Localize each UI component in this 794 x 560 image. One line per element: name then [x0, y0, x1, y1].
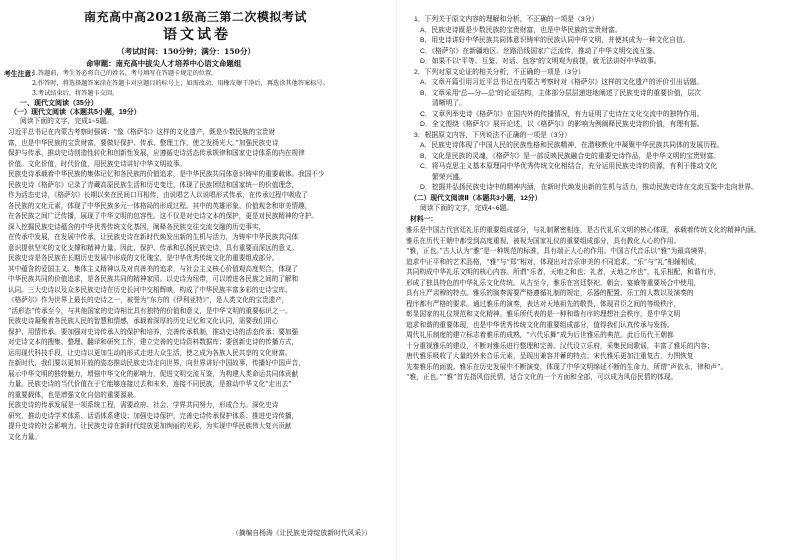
material-line: 程序都有严格的要求。通过雅乐的演奏，表达对天地祖先的敬畏，体现君臣之间的等级秩序，: [406, 299, 681, 308]
material-line: 十分重视雅乐的建设，不断对雅乐进行整理和完善。汉代设立乐府，采集民间歌谣，丰富了雅乐的内容；: [406, 341, 714, 350]
passage-line: 民族史诗是各民族在长期历史发展中形成的文化瑰宝，是中华优秀传统文化的重要组成部分。: [8, 254, 279, 262]
material-line: 雅乐在历代王朝中都受到高度重视，被视为国家礼仪的重要组成部分，具有教化人心的作用。: [406, 236, 681, 245]
question-option: D．如果不以“平等、互鉴、对话、包容”的文明观为前提，就无法讲好中华故事。: [420, 58, 661, 65]
exam-title: 南充高中高2021级高三第二次模拟考试: [84, 10, 307, 24]
passage-line: 意识提供坚实的文化支撑和精神力量。因此，保护、传承和弘扬民族史诗，具有重要而深远的意义。: [8, 243, 299, 252]
section-heading: 材料一：: [410, 215, 438, 223]
material-line: 具有庄严肃穆的特点。雅乐的演奏需要严格遵循礼制的规定，乐器的配置、乐工的人数以及演奏的: [406, 289, 694, 297]
question-option: B．文章采用“总—分—总”的论证结构，主体部分层层递进地阐述了民族史诗的重要价值，层次: [420, 89, 701, 97]
material-line: 雅乐是中国古代宫廷礼乐的重要组成部分，与礼制紧密相连，是古代礼乐文明的核心体现，承载着传统文化的精神内涵。: [406, 226, 761, 234]
question-option: D．挖掘并弘扬民族史诗中的精神内涵，在新时代焕发出新的生机与活力，推动民族史诗在交流互鉴中走向世界。: [420, 184, 758, 191]
passage-line: 民族史诗凝聚着各民族人民的智慧和情感，承载着深厚的历史记忆和文化认同，需要我们用心: [8, 317, 279, 325]
question-option: A．民族史诗体现了中国人民的民族性格和民族精神，在潜移默化中凝聚中华民族共同体的发展历程。: [420, 142, 724, 149]
notice-line: 2.作答时，将选择题答案涂在答题卡对应题目的标号上，如需改动，用橡皮擦干净后，再选涂其他答案标号。: [32, 80, 329, 87]
material-line: 彰显国家的礼仪规范和文化精神。雅乐所代表的是一种和谐有序的理想社会秩序，是中华文明: [406, 310, 681, 318]
question-option: A．民族史诗既是少数民族的宝贵财富，也是中华民族的宝贵财富。: [420, 26, 622, 34]
material-line: 先秦雅乐的面貌。雅乐在历史发展中不断演变，体现了中华文明绵延不断的生命力，所谓“声依永，律和声”。: [406, 362, 728, 371]
right-column: [400, 0, 794, 560]
passage-line: 习近平总书记在内蒙古考察时强调：“像《格萨尔》这样的文化遗产，既是少数民族的宝贵财: [8, 128, 276, 136]
question-stem: 3．根据原文内容，下列说法不正确的一项是（3分）: [414, 131, 572, 139]
passage-line: “活形态”传承至今，与其他国家的史诗相比具有独特的价值和意义，是中华文明的重要标识之一。: [8, 306, 292, 315]
passage-source: （摘编自杨涛《让民族史诗绽放新时代风采》）: [232, 530, 372, 537]
notice-list: [32, 69, 392, 99]
passage-line: 保护、用情传承。要加强对史诗传承人的保护和培养，完善传承机制，推动史诗的活态传承；要加强: [8, 327, 299, 336]
passage-line: 在各民族之间广泛传播，展现了中华文明的包容性。这不仅是对史诗文本的保护，更是对民族精神的守护。: [8, 212, 318, 220]
question-option: B．用史诗讲好中华民族共同体意识铸牢的民族认同中华文明，并使其成为一种文化自信。: [420, 37, 690, 44]
setter-line: 命审题：南充高中拔尖人才培养中心语文命题组: [86, 59, 242, 68]
passage-line: 民族史诗承载着中华民族的集体记忆和各民族的价值追求，是中华民族共同体意识铸牢的重要载体。我国不少: [8, 170, 325, 178]
passage-line: 的重要载体，也是增强文化自信的重要源泉。: [8, 390, 140, 399]
passage-line: 保护与传承，推动史诗创造性转化和创新性发展，应遵循史诗活态传承规律和国家史诗体系的内在规律: [8, 149, 305, 157]
passage-line: 各民族的文化元素，体现了中华民族多元一体格局的形成过程。其中的英雄形象、价值观念和审美情趣，: [8, 201, 312, 210]
material-line: 形成了独具特色的中华礼乐文化传统。从古至今，雅乐在宫廷祭祀、朝会、宴飨等重要场合中使用，: [406, 278, 701, 287]
questions-area: [402, 15, 790, 383]
passage-line: 其中蕴含的爱国主义、集体主义精神以及对真善美的追求，与社会主义核心价值观高度契合，体现了: [8, 264, 299, 273]
column-divider: [396, 0, 397, 560]
passage-line: 研究，推动史诗学术体系、话语体系建设；加强史诗保护，完善史诗传承保护体系；推进史诗传播，: [8, 411, 299, 420]
material-line: 共同构成中华礼乐文明的核心内容。所谓“乐者，天地之和也；礼者，天地之序也”，礼乐相配，和谐有序，: [406, 268, 721, 276]
notice-line: 3.考试结束后，将答题卡交回。: [32, 90, 119, 97]
passage-line: 展示中华文明的独特魅力，增强中华文化的影响力，促进文明交流互鉴，为构建人类命运共同体贡献: [8, 369, 299, 378]
option-continuation: 繁荣兴盛。: [432, 173, 466, 181]
question-stem: 2．下列对原文论证的相关分析，不正确的一项是（3分）: [414, 68, 585, 76]
notice-line: 1.答题前，考生务必将自己的姓名、考号填写在答题卡规定的位置。: [32, 70, 218, 77]
material-line: 追求中正平和的艺术品格，“雅”与“郑”相对，体现出对音乐审美的不同追求。“乐”与“礼”相辅相成，: [406, 257, 701, 266]
passage-line: 作为活态史诗，《格萨尔》长期以来在民间口耳相传，由说唱艺人以说唱形式传承，在传承过程中吸收了: [8, 191, 309, 199]
passage-line: 文化力量。: [8, 432, 41, 441]
passage-line: 在新时代，我们要以更加开放的姿态推动民族史诗走向世界，向世界讲好中国故事，传播好中国声音，: [8, 359, 305, 367]
passage-line: 运用现代科技手段，让史诗以更加生动的形式走进大众生活，使之成为各族人民共享的文化财富。: [8, 348, 292, 357]
subsection-one: （一）现代文阅读（本题共5小题，19分）: [10, 109, 141, 116]
material-line: “雅，正也。”古人认为“雅”是一种规范的标准，具有端正人心的作用。中国古代音乐以“雅”为最高境界，: [406, 247, 711, 255]
question-option: D．全文围绕《格萨尔》展开论述，以《格萨尔》的影响为例阐释民族史诗的价值，有理有据。: [420, 121, 704, 128]
notice-header: 考生注意：: [4, 70, 38, 78]
material-line: 唐代雅乐吸收了大量的外来音乐元素，呈现出兼容并蓄的特点；宋代雅乐更加注重复古，力图恢复: [406, 352, 694, 360]
material-line: 追求和谐的重要体现，也是中华优秀传统文化的重要组成部分，值得我们认真传承与发扬。: [406, 320, 674, 329]
material-line: 周代礼乐制度的建立标志着雅乐的成熟，“六代乐舞”成为后世雅乐的典范。此后历代王朝都: [406, 331, 674, 339]
option-continuation: 清晰明了。: [432, 100, 466, 107]
material-line: “雅，正也。”“雅”首先指风俗民情，适合文化的一个方面和全部，可以成为风俗民情的体现。: [406, 373, 678, 381]
passage-line: 中华民族共同的价值追求，是各民族共同的精神家园。以史诗为纽带，可以增进各民族之间的了解和: [8, 275, 299, 283]
passage-line: 提升史诗的社会影响力。让民族史诗在新时代绽放更加绚丽的光彩，为实现中华民族伟大复兴贡献: [8, 422, 292, 430]
question-option: C．《格萨尔》在新疆地区、丝路沿线国家广泛流传，推动了中华文明交流互鉴。: [420, 47, 660, 55]
question-option: B．文化是民族的灵魂，《格萨尔》是一部反映民族融合史的重要史诗作品，是中华文明的宝贵财富。: [420, 152, 721, 160]
exam-info: （考试时间：150分钟；满分：150分）: [117, 47, 256, 56]
passage-line: 在传承中发展，在发展中传承，让民族史诗在新时代焕发出新的生机与活力，为铸牢中华民族共同体: [8, 233, 299, 241]
passage: [8, 127, 391, 442]
passage-line: 认同。三大史诗以及众多民族史诗在历史长河中交相辉映，构成了中华民族丰富多彩的史诗宝库。: [8, 285, 292, 294]
question-stem: 1．下列关于原文内容的理解和分析，不正确的一项是（3分）: [414, 16, 599, 23]
subject-title: 语文试卷: [163, 27, 231, 43]
question-option: A．文章开篇引用习近平总书记在内蒙古考察时对《格萨尔》这样的文化遗产的评价引出话题。: [420, 79, 704, 86]
passage-line: 对史诗文本的搜集、整理、翻译和研究工作，建立完善的史诗资料数据库；要创新史诗的传播方式，: [8, 338, 299, 346]
passage-line: 《格萨尔》作为世界上最长的史诗之一，被誉为“东方的《伊利亚特》”，是人类文化的宝贵遗产，: [8, 296, 289, 304]
section-heading: （二）现代文阅读Ⅱ（本题共3小题，12分）: [410, 194, 542, 202]
question-option: C．将马克思主义基本原理同中华优秀传统文化相结合，充分运用民族史诗的资源，有利于推动文化: [420, 163, 718, 170]
passage-line: 民族史诗《格萨尔》记录了青藏高原民族生活和历史变迁，体现了民族团结和国家统一的价值理念，: [8, 180, 299, 189]
passage-line: 价值。文化价值，时代价值，用民族史诗讲好中华文明故事。: [8, 159, 187, 168]
passage-line: 力量。民族史诗的当代价值在于它能够连接过去和未来，连接不同民族，是推动中华文化“走出去”: [8, 380, 292, 388]
passage-line: 深入挖掘民族史诗蕴含的中华优秀传统文化基因，阐释各民族交往交流交融的历史事实，: [8, 222, 266, 231]
passage-line: 富，也是中华民族的宝贵财富，要做好保护、传承、整理工作，使之发扬光大。”加强民族史诗: [8, 138, 279, 147]
question-option: C．文章列举史诗《格萨尔》在国内外的传播情况，有力证明了史诗在文化交流中的独特作用。: [420, 110, 704, 118]
passage-line: 民族史诗的传承发展是一项系统工程，需要政府、社会、学界共同努力，形成合力。深化史诗: [8, 401, 279, 409]
question-option: 阅读下面的文字，完成4~6题。: [420, 205, 514, 212]
reading-prompt: 阅读下面的文字，完成1~5题。: [20, 118, 114, 125]
section-one: 一、现代文阅读（35分）: [20, 100, 98, 107]
